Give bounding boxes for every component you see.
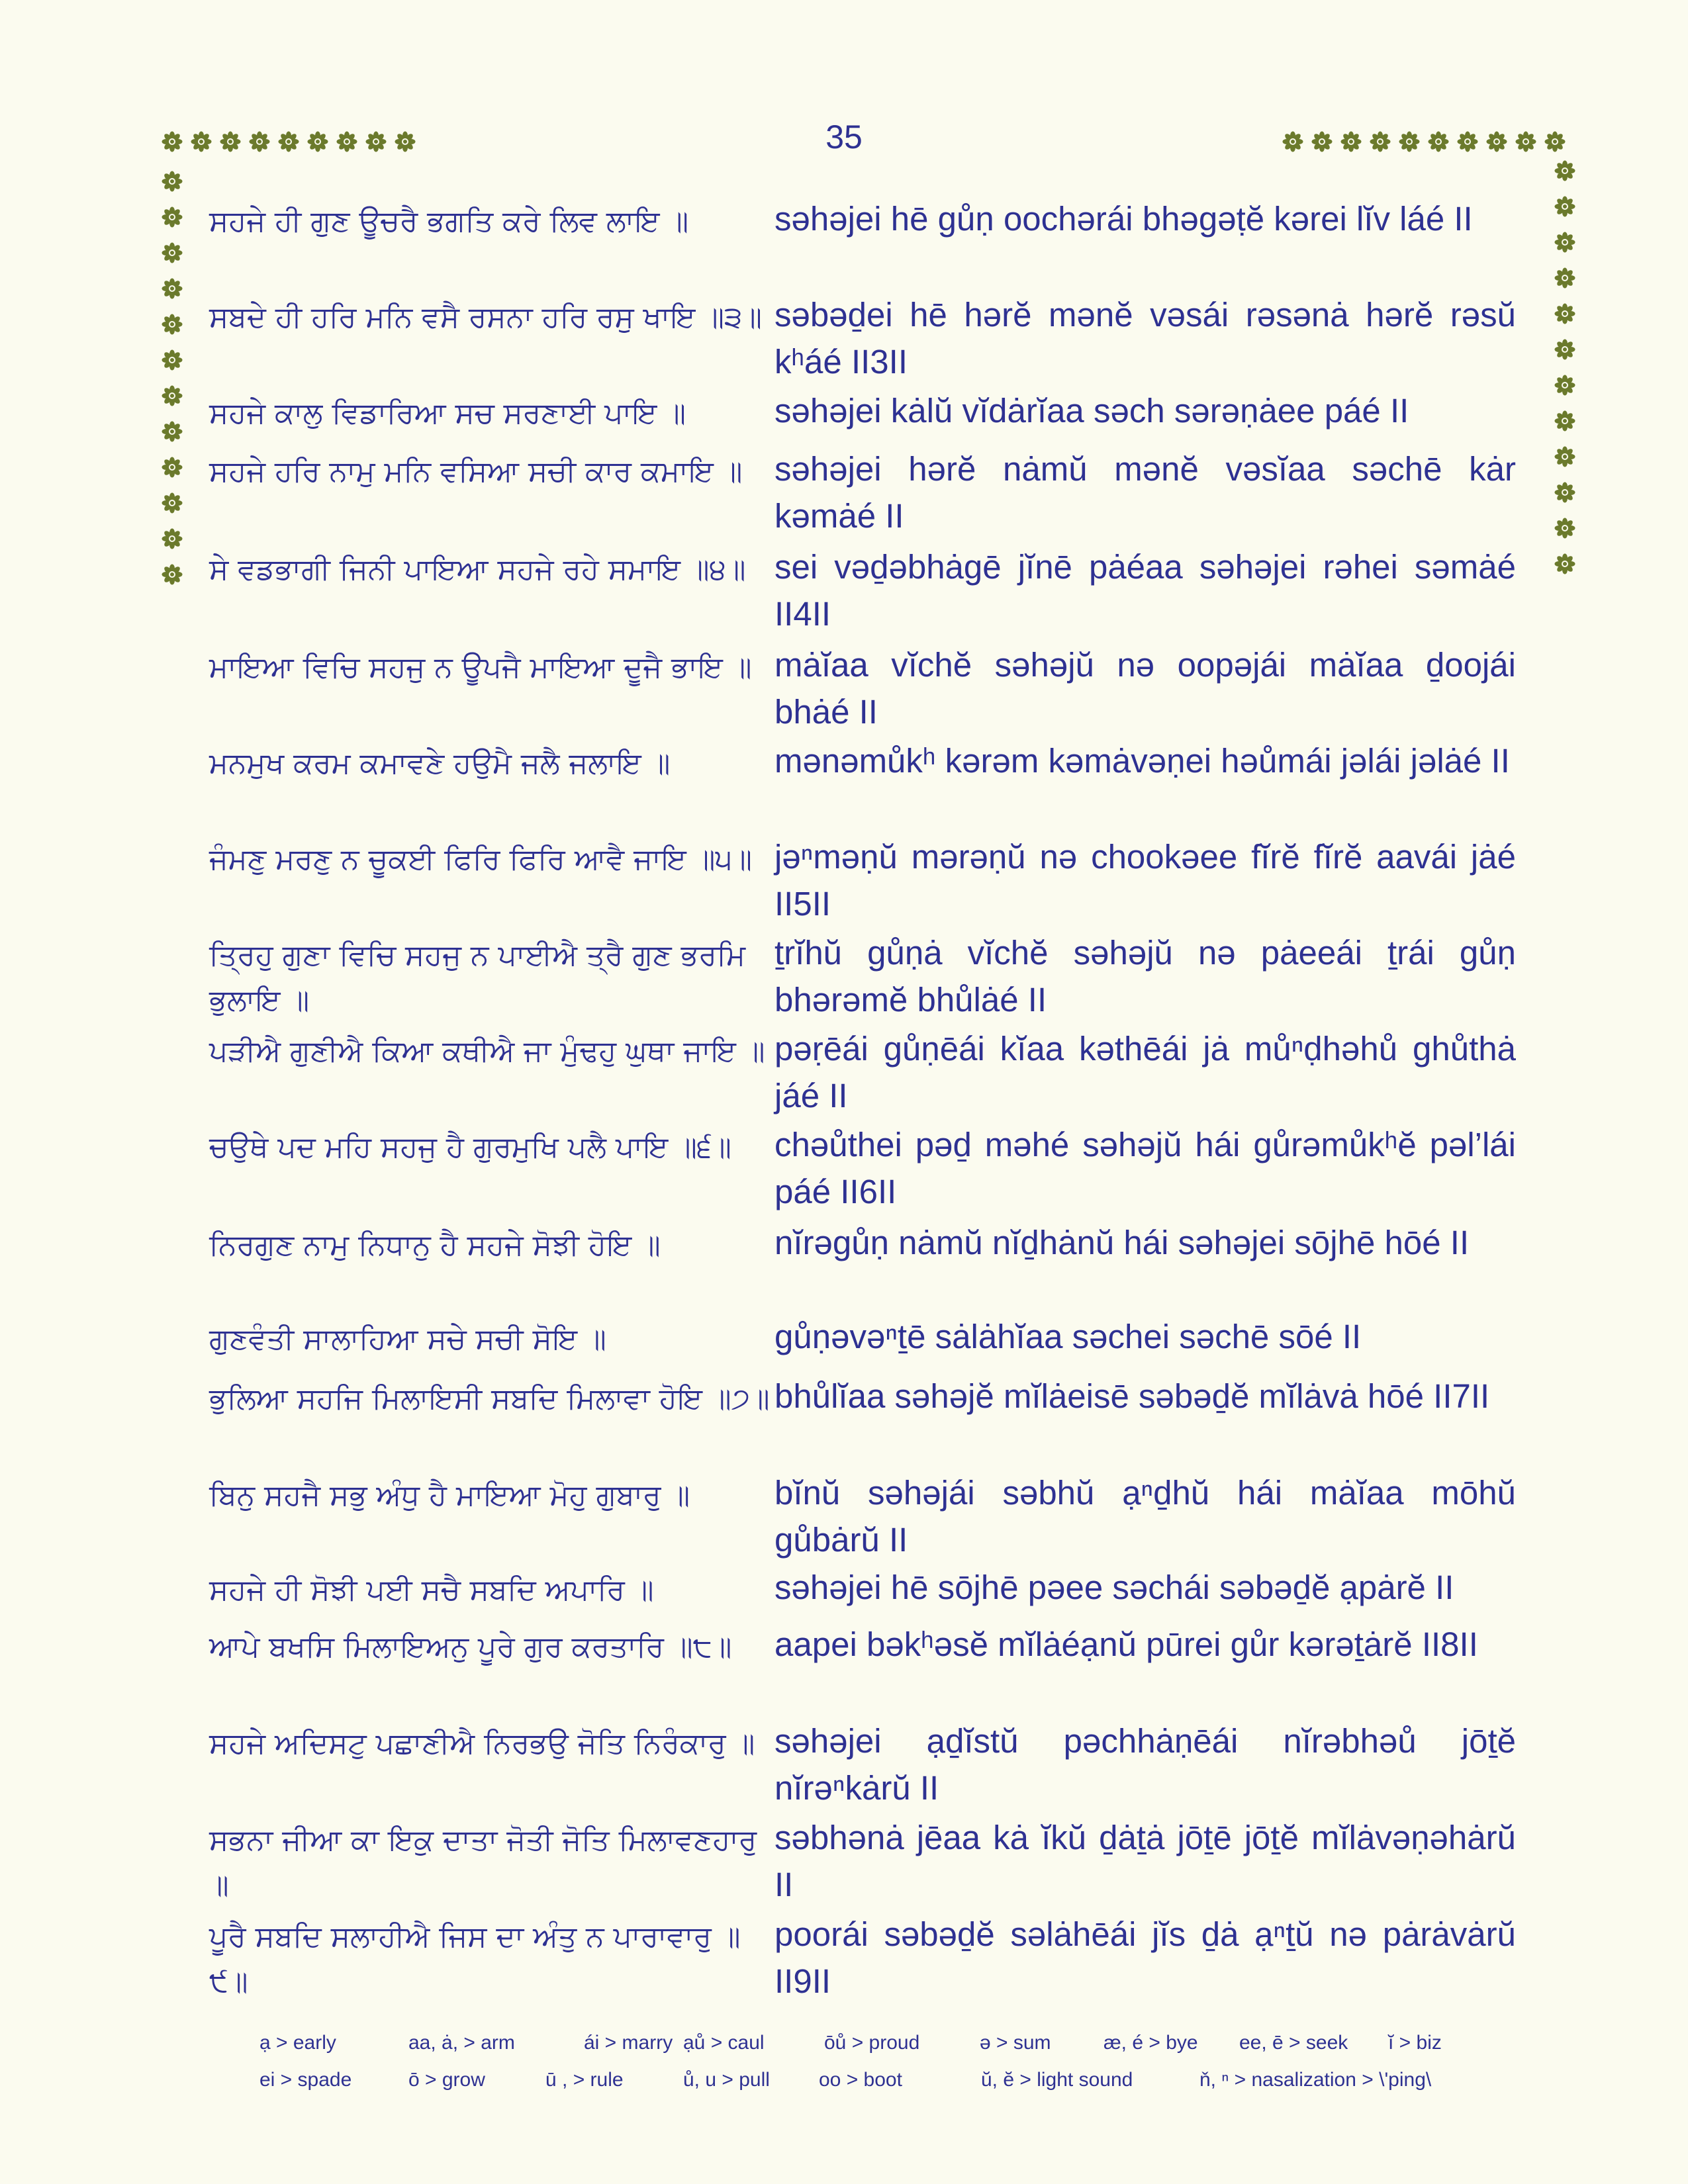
flower-ornament-icon bbox=[1554, 518, 1581, 539]
flower-ornament-icon bbox=[162, 564, 188, 585]
verse-transliteration: aapei bəkʰəsĕ mĭlȧéạnŭ pūrei gůr kərəṯȧrĕ II8II bbox=[774, 1625, 1478, 1663]
legend-row-1 bbox=[259, 2032, 1517, 2069]
verse-gurmukhi: ਮਾਇਆ ਵਿਚਿ ਸਹਜੁ ਨ ਊਪਜੈ ਮਾਇਆ ਦੂਜੈ ਭਾਇ ॥ bbox=[209, 651, 752, 684]
ornament-row-right bbox=[1282, 131, 1566, 158]
verse-gurmukhi: ਜੰਮਣੁ ਮਰਣੁ ਨ ਚੂਕਈ ਫਿਰਿ ਫਿਰਿ ਆਵੈ ਜਾਇ ॥੫॥ bbox=[209, 842, 752, 876]
flower-ornament-icon bbox=[365, 131, 387, 158]
flower-ornament-icon bbox=[1554, 446, 1581, 467]
pronunciation-legend bbox=[259, 2032, 1517, 2106]
legend-item: æ, é > bye bbox=[1103, 2032, 1198, 2054]
flower-ornament-icon bbox=[1554, 232, 1581, 253]
verse-transliteration: poorái səbəḏĕ səlȧhēái jĭs ḏȧ ạⁿṯŭ nə pȧrȧvȧrŭ II9II bbox=[774, 1915, 1516, 2000]
flower-ornament-icon bbox=[1554, 196, 1581, 217]
legend-item: ə > sum bbox=[980, 2032, 1051, 2054]
verse-row bbox=[209, 1814, 1526, 1911]
flower-ornament-icon bbox=[1282, 131, 1303, 158]
flower-ornament-icon bbox=[1544, 131, 1566, 158]
verse-row bbox=[209, 195, 1526, 291]
legend-item: ū , > rule bbox=[545, 2069, 624, 2091]
verse-gurmukhi: ਸਬਦੇ ਹੀ ਹਰਿ ਮਨਿ ਵਸੈ ਰਸਨਾ ਹਰਿ ਰਸੁ ਖਾਇ ॥੩॥ bbox=[209, 300, 763, 334]
verse-gurmukhi: ਸਹਜੇ ਹੀ ਸੋਝੀ ਪਈ ਸਚੈ ਸਬਦਿ ਅਪਾਰਿ ॥ bbox=[209, 1573, 654, 1607]
legend-item: ee, ē > seek bbox=[1239, 2032, 1348, 2054]
flower-ornament-icon bbox=[278, 131, 299, 158]
verse-row bbox=[209, 1373, 1526, 1469]
verse-gurmukhi: ਗੁਣਵੰਤੀ ਸਾਲਾਹਿਆ ਸਚੇ ਸਚੀ ਸੋਇ ॥ bbox=[209, 1322, 606, 1356]
flower-ornament-icon bbox=[162, 314, 188, 335]
flower-ornament-icon bbox=[1554, 339, 1581, 360]
flower-ornament-icon bbox=[1554, 410, 1581, 432]
flower-ornament-icon bbox=[162, 206, 188, 228]
verse-gurmukhi: ਆਪੇ ਬਖਸਿ ਮਿਲਾਇਅਨੁ ਪੂਰੇ ਗੁਰ ਕਰਤਾਰਿ ॥੮॥ bbox=[209, 1630, 732, 1664]
flower-ornament-icon bbox=[162, 171, 188, 192]
verse-gurmukhi: ਬਿਨੁ ਸਹਜੈ ਸਭੁ ਅੰਧੁ ਹੈ ਮਾਇਆ ਮੋਹੁ ਗੁਬਾਰੁ ॥ bbox=[209, 1479, 690, 1512]
legend-item: ái > marry bbox=[584, 2032, 673, 2054]
flower-ornament-icon bbox=[336, 131, 357, 158]
flower-ornament-icon bbox=[1428, 131, 1449, 158]
verse-gurmukhi: ਪੜੀਐ ਗੁਣੀਐ ਕਿਆ ਕਥੀਐ ਜਾ ਮੁੰਢਹੁ ਘੁਥਾ ਜਾਇ ॥ bbox=[209, 1034, 765, 1068]
flower-ornament-icon bbox=[162, 242, 188, 263]
legend-item: ů, u > pull bbox=[683, 2069, 770, 2091]
verse-transliteration: jəⁿməṇŭ mərəṇŭ nə chookəee fĭrĕ fĭrĕ aavái jȧé II5II bbox=[774, 838, 1516, 923]
verse-gurmukhi: ਸਹਜੇ ਅਦਿਸਟੁ ਪਛਾਣੀਐ ਨਿਰਭਉ ਜੋਤਿ ਨਿਰੰਕਾਰੁ ॥ bbox=[209, 1727, 755, 1760]
verse-transliteration: bhůlĭaa səhəjĕ mĭlȧeisē səbəḏĕ mĭlȧvȧ hōé II7II bbox=[774, 1377, 1490, 1415]
verse-row bbox=[209, 1313, 1526, 1373]
verse-row bbox=[209, 833, 1526, 929]
legend-item: ň, ⁿ > nasalization > \'ping\ bbox=[1199, 2069, 1432, 2091]
legend-item: aa, ȧ, > arm bbox=[408, 2032, 515, 2054]
verse-gurmukhi: ਭੁਲਿਆ ਸਹਜਿ ਮਿਲਾਇਸੀ ਸਬਦਿ ਮਿਲਾਵਾ ਹੋਇ ॥੭॥ bbox=[209, 1382, 770, 1416]
verse-transliteration: sei vəḏəbhȧgē jĭnē pȧéaa səhəjei rəhei səmȧé II4II bbox=[774, 548, 1516, 633]
verse-row bbox=[209, 1025, 1526, 1121]
verse-row bbox=[209, 387, 1526, 445]
verse-transliteration: nĭrəgůṇ nȧmŭ nĭḏhȧnŭ hái səhəjei sōjhē hōé II bbox=[774, 1224, 1470, 1261]
flower-ornament-icon bbox=[1554, 375, 1581, 396]
verse-transliteration: mənəmůkʰ kərəm kəmȧvəṇei həůmái jəlái jəlȧé II bbox=[774, 742, 1510, 780]
legend-row-2 bbox=[259, 2069, 1517, 2106]
flower-ornament-icon bbox=[249, 131, 270, 158]
verse-transliteration: səbhənȧ jēaa kȧ ĭkŭ ḏȧṯȧ jōṯē jōṯĕ mĭlȧvəṇəhȧrŭ II bbox=[774, 1819, 1516, 1903]
verse-transliteration: səhəjei hē sōjhē pəee səchái səbəḏĕ ạpȧrĕ II bbox=[774, 1569, 1454, 1606]
verse-row bbox=[209, 737, 1526, 833]
verse-row bbox=[209, 1469, 1526, 1564]
verse-row bbox=[209, 1717, 1526, 1814]
verse-gurmukhi: ਪੂਰੈ ਸਬਦਿ ਸਲਾਹੀਐ ਜਿਸ ਦਾ ਅੰਤੁ ਨ ਪਾਰਾਵਾਰੁ ॥੯॥ bbox=[209, 1920, 741, 1999]
legend-item: ĭ > biz bbox=[1388, 2032, 1442, 2054]
verse-row bbox=[209, 1121, 1526, 1219]
verse-gurmukhi: ਸਭਨਾ ਜੀਆ ਕਾ ਇਕੁ ਦਾਤਾ ਜੋਤੀ ਜੋਤਿ ਮਿਲਾਵਣਹਾਰੁ ॥ bbox=[209, 1823, 757, 1902]
verse-row bbox=[209, 1621, 1526, 1717]
legend-item: ŭ, ĕ > light sound bbox=[981, 2069, 1133, 2091]
verse-gurmukhi: ਸਹਜੇ ਕਾਲੁ ਵਿਡਾਰਿਆ ਸਚ ਸਰਣਾਈ ਪਾਇ ॥ bbox=[209, 396, 686, 430]
page-number: 35 bbox=[825, 118, 863, 156]
legend-item: ạů > caul bbox=[683, 2032, 765, 2054]
legend-item: ạ > early bbox=[259, 2032, 336, 2054]
verse-row bbox=[209, 929, 1526, 1025]
verse-gurmukhi: ਸਹਜੇ ਹਰਿ ਨਾਮੁ ਮਨਿ ਵਸਿਆ ਸਚੀ ਕਾਰ ਕਮਾਇ ॥ bbox=[209, 455, 743, 488]
ornament-column-left bbox=[162, 171, 188, 585]
verse-transliteration: gůṇəvəⁿṯē sȧlȧhĭaa səchei səchē sōé II bbox=[774, 1318, 1362, 1355]
flower-ornament-icon bbox=[162, 421, 188, 442]
flower-ornament-icon bbox=[162, 457, 188, 478]
legend-item: ō > grow bbox=[408, 2069, 485, 2091]
flower-ornament-icon bbox=[1340, 131, 1362, 158]
flower-ornament-icon bbox=[162, 528, 188, 549]
verse-transliteration: səhəjei kȧlŭ vĭdȧrĭaa səch sərəṇȧee páé II bbox=[774, 392, 1409, 430]
flower-ornament-icon bbox=[1554, 553, 1581, 574]
flower-ornament-icon bbox=[162, 385, 188, 406]
flower-ornament-icon bbox=[307, 131, 328, 158]
flower-ornament-icon bbox=[1554, 160, 1581, 181]
legend-item: ei > spade bbox=[259, 2069, 352, 2091]
verse-row bbox=[209, 1911, 1526, 2007]
verse-row bbox=[209, 1564, 1526, 1621]
flower-ornament-icon bbox=[1486, 131, 1507, 158]
verse-row bbox=[209, 1219, 1526, 1313]
verse-transliteration: chəůthei pəḏ məhé səhəjŭ hái gůrəmůkʰĕ pəl’lái páé II6II bbox=[774, 1126, 1516, 1210]
verse-gurmukhi: ਨਿਰਗੁਣ ਨਾਮੁ ਨਿਧਾਨੁ ਹੈ ਸਹਜੇ ਸੋਝੀ ਹੋਇ ॥ bbox=[209, 1228, 661, 1262]
verse-row bbox=[209, 641, 1526, 737]
flower-ornament-icon bbox=[191, 131, 212, 158]
flower-ornament-icon bbox=[162, 278, 188, 299]
verse-gurmukhi: ਸੇ ਵਡਭਾਗੀ ਜਿਨੀ ਪਾਇਆ ਸਹਜੇ ਰਹੇ ਸਮਾਇ ॥੪॥ bbox=[209, 553, 746, 586]
legend-item: ōů > proud bbox=[824, 2032, 920, 2054]
flower-ornament-icon bbox=[162, 131, 183, 158]
flower-ornament-icon bbox=[1554, 303, 1581, 324]
verse-transliteration: səhəjei hərĕ nȧmŭ mənĕ vəsĭaa səchē kȧr kəmȧé II bbox=[774, 450, 1516, 535]
ornament-column-right bbox=[1554, 160, 1581, 574]
flower-ornament-icon bbox=[395, 131, 416, 158]
verse-gurmukhi: ਸਹਜੇ ਹੀ ਗੁਣ ਊਚਰੈ ਭਗਤਿ ਕਰੇ ਲਿਵ ਲਾਇ ॥ bbox=[209, 205, 689, 238]
verse-row bbox=[209, 543, 1526, 641]
flower-ornament-icon bbox=[1370, 131, 1391, 158]
verse-transliteration: mȧĭaa vĭchĕ səhəjŭ nə oopəjái mȧĭaa ḏoojái bhȧé II bbox=[774, 646, 1516, 731]
flower-ornament-icon bbox=[1311, 131, 1333, 158]
verse-gurmukhi: ਤ੍ਰਿਹੁ ਗੁਣਾ ਵਿਚਿ ਸਹਜੁ ਨ ਪਾਈਐ ਤ੍ਰੈ ਗੁਣ ਭਰਮਿ ਭੁਲਾਇ ॥ bbox=[209, 938, 746, 1017]
verse-transliteration: pəṛēái gůṇēái kĭaa kəthēái jȧ můⁿḍhəhů ghůthȧ jáé II bbox=[774, 1030, 1516, 1115]
flower-ornament-icon bbox=[1515, 131, 1536, 158]
verse-transliteration: səbəḏei hē hərĕ mənĕ vəsái rəsənȧ hərĕ rəsŭ kʰáé II3II bbox=[774, 296, 1516, 381]
verse-row bbox=[209, 445, 1526, 543]
flower-ornament-icon bbox=[162, 492, 188, 514]
verse-transliteration: səhəjei hē gůṇ oochərái bhəgəṭĕ kərei lĭv láé II bbox=[774, 200, 1473, 238]
verse-transliteration: bĭnŭ səhəjái səbhŭ ạⁿḏhŭ hái mȧĭaa mōhŭ gůbȧrŭ II bbox=[774, 1474, 1516, 1559]
flower-ornament-icon bbox=[220, 131, 241, 158]
legend-item: oo > boot bbox=[819, 2069, 902, 2091]
flower-ornament-icon bbox=[1554, 267, 1581, 289]
ornament-row-left bbox=[162, 131, 416, 158]
flower-ornament-icon bbox=[1554, 482, 1581, 503]
flower-ornament-icon bbox=[162, 349, 188, 371]
verse-gurmukhi: ਚਉਥੇ ਪਦ ਮਹਿ ਸਹਜੁ ਹੈ ਗੁਰਮੁਖਿ ਪਲੈ ਪਾਇ ॥੬॥ bbox=[209, 1130, 731, 1164]
verse-gurmukhi: ਮਨਮੁਖ ਕਰਮ ਕਮਾਵਣੇ ਹਉਮੈ ਜਲੈ ਜਲਾਇ ॥ bbox=[209, 747, 671, 780]
verse-transliteration: səhəjei ạḏĭstŭ pəchhȧṇēái nĭrəbhəů jōṯĕ nĭrəⁿkȧrŭ II bbox=[774, 1722, 1516, 1807]
verse-transliteration: ṯrĭhŭ gůṇȧ vĭchĕ səhəjŭ nə pȧeeái ṯrái gůṇ bhərəmĕ bhůlȧé II bbox=[774, 934, 1516, 1019]
flower-ornament-icon bbox=[1399, 131, 1420, 158]
verse-list bbox=[209, 195, 1526, 2007]
flower-ornament-icon bbox=[1457, 131, 1478, 158]
verse-row bbox=[209, 291, 1526, 387]
